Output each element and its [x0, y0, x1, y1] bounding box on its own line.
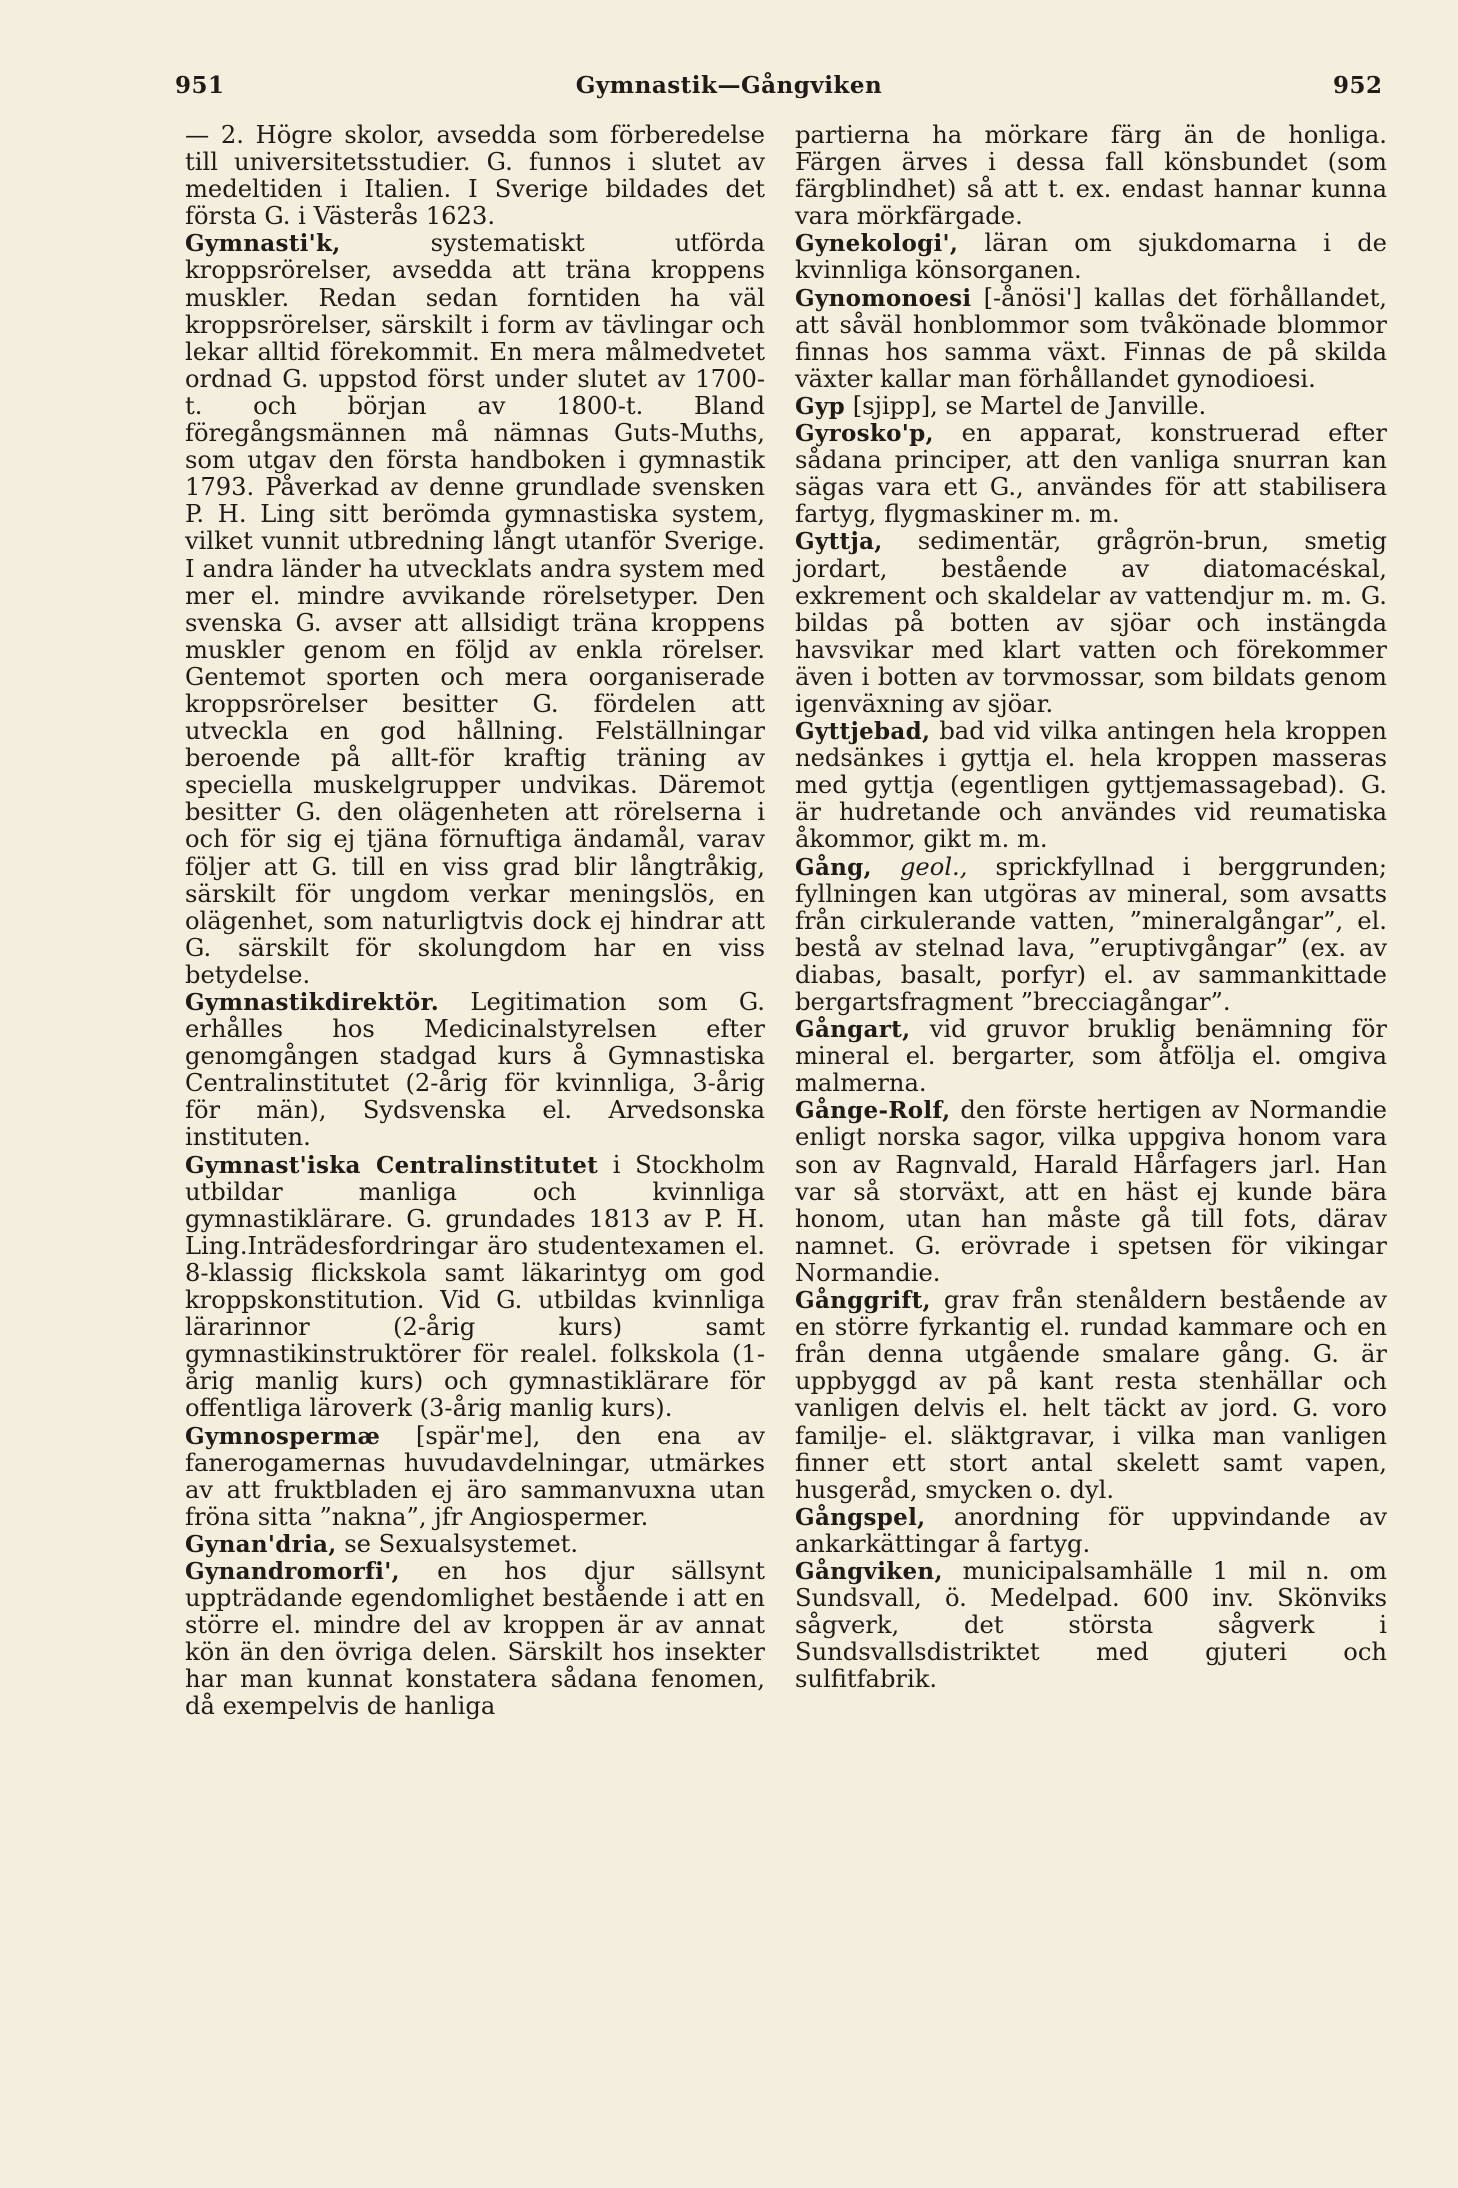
- dictionary-entry: [795, 285, 1387, 393]
- entry-text: [spär'me], den ena av fanerogamernas huvudavdelningar, utmärkes av att fruktbladen ej äro sammanvuxna utan fröna sitta ”nakna”, jfr Angiospermer.: [185, 1421, 765, 1531]
- entry-headword: Gyp: [795, 392, 845, 420]
- continued-text: [185, 122, 765, 230]
- dictionary-entry: [795, 230, 1387, 284]
- dictionary-entry: [185, 230, 765, 989]
- entry-text: sprickfyllnad i berggrunden; fyllningen kan utgöras av mineral, som avsatts från cirkulerande vatten, ”mineralgångar”, el. bestå av stelnad lava, ”eruptivgångar” (ex. av diabas, basalt, porfyr) el. av sammankittade bergartsfragment ”brecciagångar”.: [795, 852, 1387, 1016]
- dictionary-entry: [185, 989, 765, 1152]
- entry-text: i Stockholm utbildar manliga och kvinnliga gymnastiklärare. G. grundades 1813 av P. H. Ling.Inträdesfordringar äro studentexamen el. 8-klassig flickskola samt läkarintyg om god kroppskonstitution. Vid G. utbildas kvinnliga lärarinnor (2-årig kurs) samt gymnastikinstruktörer för realel. folkskola (1-årig manlig kurs) och gymnastiklärare för offentliga läroverk (3-årig manlig kurs).: [185, 1150, 765, 1423]
- entry-label-italic: geol.,: [871, 852, 968, 881]
- dictionary-entry: [795, 1016, 1387, 1097]
- entry-text: se Sexualsystemet.: [336, 1529, 579, 1558]
- entry-text: — 2. Högre skolor, avsedda som förberedelse till universitetsstudier. G. funnos i slutet av medeltiden i Italien. I Sverige bildades det första G. i Västerås 1623.: [185, 121, 765, 231]
- entry-headword: Gymnasti'k,: [185, 230, 341, 258]
- entry-text: municipalsamhälle 1 mil n. om Sundsvall, ö. Medelpad. 600 inv. Skönviks sågverk, det största sågverk i Sundsvallsdistriktet med gjuteri och sulfitfabrik.: [795, 1556, 1387, 1694]
- entry-headword: Gångspel,: [795, 1503, 926, 1531]
- entry-headword: Gång,: [795, 853, 872, 881]
- dictionary-entry: [795, 528, 1387, 718]
- entry-headword: Gymnast'iska Centralinstitutet: [185, 1151, 599, 1179]
- entry-text: den förste hertigen av Normandie enligt norska sagor, vilka uppgiva honom vara son av Ragnvald, Harald Hårfagers jarl. Han var så storväxt, att en häst ej kunde bära honom, utan han måste gå till fots, därav namnet. G. erövrade i spetsen för vikingar Normandie.: [795, 1096, 1387, 1287]
- entry-text: [-ånösi'] kallas det förhållandet, att såväl honblommor som tvåkönade blommor finnas hos samma växt. Finnas de på skilda växter kallar man förhållandet gynodioesi.: [795, 283, 1387, 393]
- entry-headword: Gymnastikdirektör.: [185, 989, 440, 1016]
- right-column: [795, 122, 1387, 1693]
- continued-text: [795, 122, 1387, 230]
- entry-text: sedimentär, grågrön-brun, smetig jordart, bestående av diatomacéskal, exkrement och skaldelar av vattendjur m. m. G. bildas på botten av sjöar och instängda havsvikar med klart vatten och förekommer även i botten av torvmossar, som bildats genom igenväxning av sjöar.: [795, 527, 1387, 718]
- dictionary-entry: [795, 1097, 1387, 1287]
- entry-text: systematiskt utförda kroppsrörelser, avsedda att träna kroppens muskler. Redan sedan forntiden ha väl kroppsrörelser, särskilt i form av tävlingar och lekar alltid förekommit. En mera målmedvetet ordnad G. uppstod först under slutet av 1700-t. och början av 1800-t. Bland föregångsmännen må nämnas Guts-Muths, som utgav den första handboken i gymnastik 1793. Påverkad av denne grundlade svensken P. H. Ling sitt berömda gymnastiska system, vilket vunnit utbredning långt utanför Sverige. I andra länder ha utvecklats andra system med mer el. mindre avvikande rörelsetyper. Den svenska G. avser att allsidigt träna kroppens muskler genom en följd av enkla rörelser. Gentemot sporten och mera oorganiserade kroppsrörelser besitter G. fördelen att utveckla en god hållning. Felställningar beroende på allt-för kraftig träning av speciella muskelgrupper undvikas. Däremot besitter G. den olägenheten att rörelserna i och för sig ej tjäna förnuftiga ändamål, varav följer att G. till en viss grad blir långtråkig, särskilt för ungdom verkar meningslös, en olägenhet, som naturligtvis dock ej hindrar att G. särskilt för skolungdom har en viss betydelse.: [185, 229, 765, 989]
- entry-headword: Gångart,: [795, 1016, 911, 1044]
- entry-headword: Gynandromorfi',: [185, 1557, 400, 1585]
- entry-text: grav från stenåldern bestående av en större fyrkantig el. rundad kammare och en från denna utgående smalare gång. G. är uppbyggd av på kant resta stenhällar och vanligen delvis el. helt täckt av jord. G. voro familje- el. släktgravar, i vilka man vanligen finner ett stort antal skelett samt vapen, husgeråd, smycken o. dyl.: [795, 1286, 1387, 1504]
- entry-text: läran om sjukdomarna i de kvinnliga könsorganen.: [795, 229, 1387, 285]
- entry-headword: Gyttjebad,: [795, 718, 931, 746]
- dictionary-entry: [795, 854, 1387, 1017]
- dictionary-entry: [185, 1423, 765, 1531]
- dictionary-entry: [795, 718, 1387, 853]
- entry-text: en hos djur sällsynt uppträdande egendomlighet bestående i att en större el. mindre del av kroppen är av annat kön än den övriga delen. Särskilt hos insekter har man kunnat konstatera sådana fenomen, då exempelvis de hanliga: [185, 1556, 765, 1721]
- dictionary-entry: [795, 420, 1387, 528]
- entry-text: en apparat, konstruerad efter sådana principer, att den vanliga snurran kan sägas vara ett G., användes för att stabilisera fartyg, flygmaskiner m. m.: [795, 419, 1387, 529]
- entry-text: Legitimation som G. erhålles hos Medicinalstyrelsen efter genomgången stadgad kurs å Gymnastiska Centralinstitutet (2-årig för kvinnliga, 3-årig för män), Sydsvenska el. Arvedsonska instituten.: [185, 988, 765, 1152]
- entry-text: vid gruvor bruklig benämning för mineral el. bergarter, som åtfölja el. omgiva malmerna.: [795, 1015, 1387, 1098]
- entry-headword: Gyttja,: [795, 528, 883, 556]
- dictionary-entry: [185, 1558, 765, 1721]
- entry-headword: Gångviken,: [795, 1557, 943, 1585]
- dictionary-entry: [795, 1287, 1387, 1504]
- left-column: [185, 122, 765, 1721]
- running-header-title: Gymnastik—Gångviken: [575, 72, 883, 99]
- entry-headword: Gynekologi',: [795, 230, 959, 258]
- entry-headword: Gynomonoesi: [795, 284, 972, 312]
- entry-text: bad vid vilka antingen hela kroppen nedsänkes i gyttja el. hela kroppen masseras med gyttja (egentligen gyttjemassagebad). G. är hudretande och användes vid reumatiska åkommor, gikt m. m.: [795, 717, 1387, 854]
- entry-text: [sjipp], se Martel de Janville.: [845, 391, 1207, 420]
- entry-text: anordning för uppvindande av ankarkättingar å fartyg.: [795, 1502, 1387, 1558]
- entry-headword: Gynan'dria,: [185, 1530, 337, 1558]
- entry-headword: Gånge-Rolf,: [795, 1097, 951, 1125]
- dictionary-entry: [795, 1504, 1387, 1558]
- dictionary-entry: [185, 1531, 765, 1558]
- entry-text: partierna ha mörkare färg än de honliga. Färgen ärves i dessa fall könsbundet (som färgblindhet) så att t. ex. endast hannar kunna vara mörkfärgade.: [795, 121, 1387, 231]
- page-number-right: 952: [1333, 72, 1383, 99]
- page-number-left: 951: [175, 72, 225, 99]
- entry-headword: Gånggrift,: [795, 1287, 931, 1315]
- entry-headword: Gymnospermæ: [185, 1422, 381, 1450]
- dictionary-entry: [795, 1558, 1387, 1693]
- dictionary-entry: [795, 393, 1387, 420]
- entry-headword: Gyrosko'p,: [795, 420, 934, 448]
- dictionary-entry: [185, 1152, 765, 1423]
